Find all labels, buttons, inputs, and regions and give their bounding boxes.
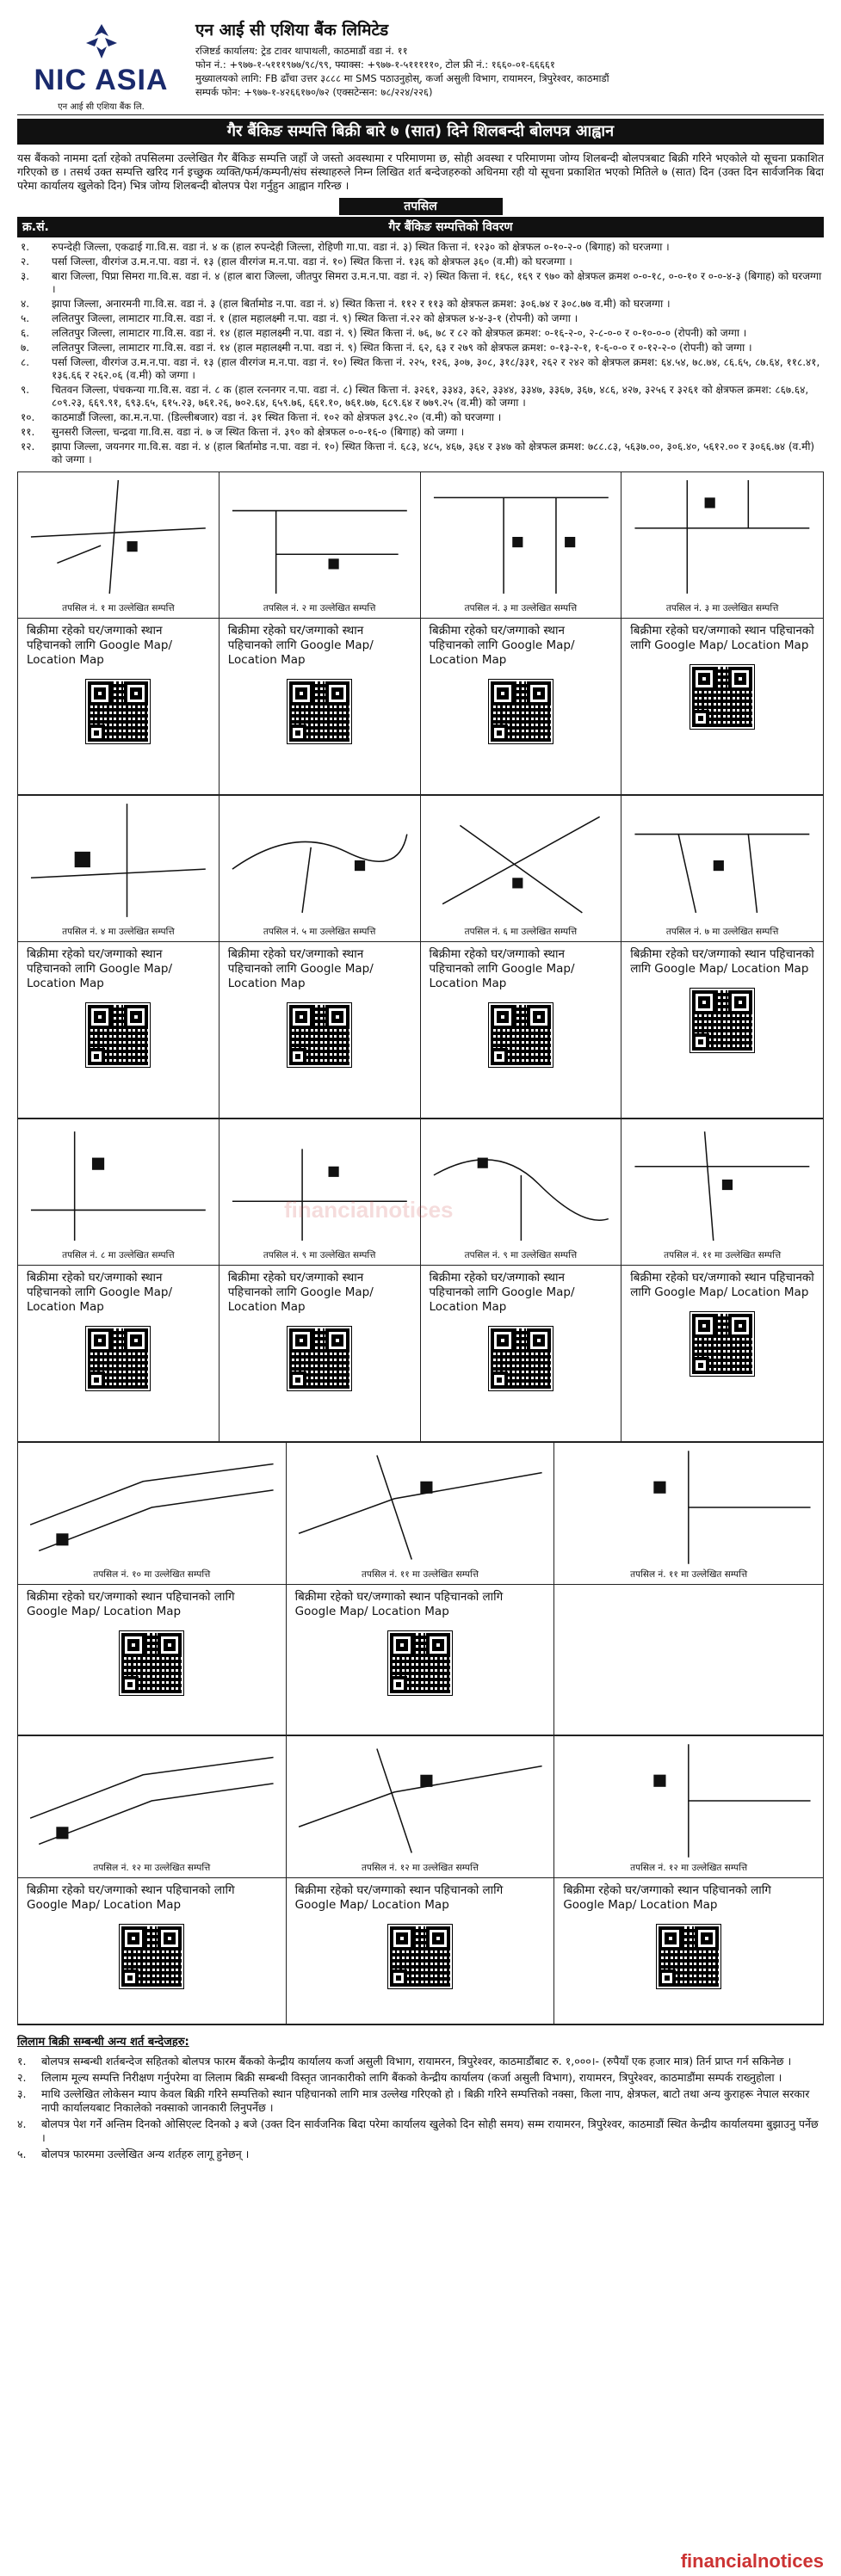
location-map <box>421 796 622 942</box>
qr-code-icon <box>690 989 754 1052</box>
location-map <box>220 796 421 942</box>
qr-cell <box>621 619 823 795</box>
property-number: ९. <box>21 384 30 396</box>
qr-caption: बिक्रीमा रहेको घर/जग्गाको स्थान पहिचानको लागि Google Map/ Location Map <box>27 624 173 667</box>
watermark: financialnotices <box>284 1197 454 1223</box>
location-map <box>621 1119 823 1266</box>
term-number: ५. <box>17 2148 27 2161</box>
header-line: सम्पर्क फोन: +९७७-१-४२६६१७०/७२ (एक्सटेन्सन: ७८/२२४/२२६) <box>195 85 433 98</box>
description-header: गैर बैंकिङ सम्पत्तिको विवरण <box>388 220 513 234</box>
map-label: तपसिल नं. ११ मा उल्लेखित सम्पत्ति <box>664 1249 782 1260</box>
property-number: १०. <box>21 411 35 423</box>
qr-caption: बिक्रीमा रहेको घर/जग्गाको स्थान पहिचानको लागि Google Map/ Location Map <box>630 947 814 976</box>
intro-paragraph: यस बैंकको नाममा दर्ता रहेको तपसिलमा उल्लेखित गैर बैंकिङ सम्पत्ति जहाँ जे जस्तो अवस्थामा र परिमाणमा छ, सोही अवस्था र परिमाणमा जोग्य शिलबन्दी बोलपत्रबाट बिक्री गरिने भएकोले यो सूचना प्रकाशित गरिएको छ । तसर्थ उक्त सम्पत्ति खरिद गर्न इच्छुक व्यक्ति/फर्म/कम्पनी/संघ संस्थाहरुले निम्न लिखित शर्त बन्देजहरुको अधिनमा रही यो सूचना प्रकाशित भएको मितिले ७ (सात) दिन (उक्त दिन सार्वजनिक बिदा परेमा कार्यालय खुलेको दिन) भित्र जोग्य शिलबन्दी बोलपत्र पेश गर्नुहुन आह्वान गरिन्छ । <box>17 151 824 192</box>
map-label: तपसिल नं. १२ मा उल्लेखित सम्पत्ति <box>93 1862 211 1873</box>
location-map <box>18 472 220 619</box>
terms-list <box>17 2055 824 2161</box>
schedule-label: तपसिल <box>339 198 503 215</box>
qr-code-icon <box>120 1925 183 1988</box>
qr-code-icon <box>120 1631 183 1695</box>
map-sketch-icon <box>22 476 215 598</box>
map-sketch-icon <box>290 1740 551 1862</box>
qr-code-icon <box>489 680 553 743</box>
qr-cell <box>421 942 622 1119</box>
map-label: तपसिल नं. ९ मा उल्लेखित सम्पत्ति <box>263 1249 376 1260</box>
property-table-header <box>17 217 824 237</box>
bank-logo <box>17 19 185 114</box>
property-description: पर्सा जिल्ला, वीरगंज उ.म.न.पा. वडा नं. १३ (हाल वीरगंज म.न.पा. वडा नं. १०) स्थित कित्ता नं. २२५, १२६, ३०७, ३०८, ३१८/३३१, २६२ र २४२ को क्षेत्रफल क्रमश: ६४.५४, ७८.७४, ८६.६५, ८७.६४, ११८.४१, १३६.६६ र २६२.०६ (व.मी) को जग्गा । <box>52 356 820 381</box>
property-item <box>17 327 824 340</box>
property-item <box>17 342 824 354</box>
qr-code-icon <box>86 680 150 743</box>
map-sketch-icon <box>223 476 417 598</box>
header <box>17 19 824 115</box>
qr-code-icon <box>388 1631 452 1695</box>
map-label: तपसिल नं. ३ मा उल्लेखित सम्पत्ति <box>464 602 578 613</box>
map-label: तपसिल नं. ८ मा उल्लेखित सम्पत्ति <box>62 1249 175 1260</box>
property-item <box>17 426 824 439</box>
property-description: चितवन जिल्ला, पंचकन्या गा.वि.स. वडा नं. ८ क (हाल रत्ननगर न.पा. वडा नं. ८) स्थित कित्ता नं. ३२६१, ३३४३, ३६२, ३३४४, ३३४७, ३३६७, ३६७, ४८६, ४२७, ३२५६ र ३२६१ को क्षेत्रफल क्रमश: ८६७.६४, ८०९.२३, ६६९.९१, ६९३.६५, ६१५.२३, ७६१.२६, ७०२.६४, ६५९.७६, ६६१.१०, ७६१.७७, ६८९.६४ र ७७९.२५ (व.मी) को जग्गा । <box>52 384 809 409</box>
term-text: लिलाम मूल्य सम्पत्ति निरीक्षण गर्नुपरेमा वा लिलाम बिक्री सम्बन्धी विस्तृत जानकारीको लागि बैंकको केन्द्रीय कार्यालय (कर्जा असुली विभाग), रायामरन, त्रिपुरेश्वर, काठमाडौंमा सम्पर्क राख्नुहोला । <box>41 2071 782 2085</box>
header-line: फोन नं.: +९७७-१-५१११९७७/९८/९९, फ्याक्स: +९७७-१-५१११११०, टोल फ्री नं.: १६६०-०१-६६६६१ <box>195 58 555 71</box>
property-item <box>17 411 824 424</box>
location-map <box>287 1736 555 1878</box>
qr-caption: बिक्रीमा रहेको घर/जग्गाको स्थान पहिचानको लागि Google Map/ Location Map <box>27 1271 173 1314</box>
map-sketch-icon <box>558 1446 819 1568</box>
map-label: तपसिल नं. १२ मा उल्लेखित सम्पत्ति <box>362 1862 479 1873</box>
location-map <box>18 796 220 942</box>
property-item <box>17 356 824 382</box>
location-map <box>621 472 823 619</box>
qr-cell <box>220 942 421 1119</box>
location-map <box>220 1119 421 1266</box>
term-item <box>17 2071 824 2085</box>
map-label: तपसिल नं. ३ मा उल्लेखित सम्पत्ति <box>665 602 779 613</box>
qr-code-icon <box>657 1925 720 1988</box>
header-line: रजिष्टर्ड कार्यालय: ट्रेड टावर थापाथली, काठमाडौं वडा नं. ११ <box>195 44 408 57</box>
qr-code-icon <box>690 1312 754 1376</box>
map-sketch-icon <box>22 1123 215 1245</box>
property-description: झापा जिल्ला, जयनगर गा.वि.स. वडा नं. ४ (हाल बिर्तामोड न.पा. वडा नं. १०) स्थित कित्ता नं. ६८३, ४८५, ४६७, ३६४ र ३४७ को क्षेत्रफल क्रमश: ७८८.८३, ५६३७.००, ३०६.४०, ५६१२.०० र ३०६६.७४ (व.मी) को जग्गा । <box>52 441 815 465</box>
qr-cell <box>18 1585 287 1735</box>
qr-cell <box>621 942 823 1119</box>
map-sketch-icon <box>625 476 819 598</box>
property-list <box>17 241 824 466</box>
term-number: ४. <box>17 2117 27 2131</box>
map-sketch-icon <box>223 1123 417 1245</box>
location-map <box>421 1119 622 1266</box>
qr-code-icon <box>489 1327 553 1390</box>
qr-caption: बिक्रीमा रहेको घर/जग्गाको स्थान पहिचानको लागि Google Map/ Location Map <box>429 1271 575 1314</box>
map-sketch-icon <box>22 1740 282 1862</box>
property-description: ललितपुर जिल्ला, लामाटार गा.वि.स. वडा नं. १४ (हाल महालक्ष्मी न.पा. वडा नं. ९) स्थित कित्ता नं. ७६, ७८ र ८२ को क्षेत्रफल क्रमश: ०-१६-२-०, २-८-०-० र ०-१०-०-० (रोपनी) को जग्गा । <box>52 327 747 339</box>
term-text: बोलपत्र पेश गर्ने अन्तिम दिनको ओसिएल्ट दिनको ३ बजे (उक्त दिन सार्वजनिक बिदा परेमा कार्यालय खुलेको दिन सोही समय) सम्म रायामरन, त्रिपुरेश्वर, काठमाडौं स्थित केन्द्रीय कार्यालयमा बुझाउनु पर्नेछ । <box>41 2117 819 2145</box>
qr-code-icon <box>388 1925 452 1988</box>
qr-caption: बिक्रीमा रहेको घर/जग्गाको स्थान पहिचानको लागि Google Map/ Location Map <box>429 947 575 990</box>
qr-cell <box>18 942 220 1119</box>
property-description: काठमाडौं जिल्ला, का.म.न.पा. (डिल्लीबजार) वडा नं. ३१ स्थित कित्ता नं. १०२ को क्षेत्रफल ३९८.२० (व.मी) को घरजग्गा । <box>52 411 502 423</box>
bank-name: एन आई सी एशिया बैंक लिमिटेड <box>195 21 389 40</box>
term-text: बोलपत्र फारममा उल्लेखित अन्य शर्तहरु लागू हुनेछन् । <box>41 2148 250 2161</box>
map-grid-4 <box>17 1443 824 1736</box>
map-label: तपसिल नं. ५ मा उल्लेखित सम्पत्ति <box>263 926 376 937</box>
map-label: तपसिल नं. ९ मा उल्लेखित सम्पत्ति <box>464 1249 578 1260</box>
bank-contact-block <box>185 19 824 114</box>
property-number: ७. <box>21 342 30 354</box>
qr-cell <box>421 1266 622 1442</box>
map-sketch-icon <box>424 799 618 921</box>
map-sketch-icon <box>22 1446 282 1568</box>
location-map <box>421 472 622 619</box>
watermark-footer: financialnotices <box>680 2549 824 2572</box>
qr-caption: बिक्रीमा रहेको घर/जग्गाको स्थान पहिचानको लागि Google Map/ Location Map <box>27 947 173 990</box>
map-grid-2 <box>17 796 824 1119</box>
property-description: रुपन्देही जिल्ला, एकढाई गा.वि.स. वडा नं. ४ क (हाल रुपन्देही जिल्ला, रोहिणी गा.पा. वडा नं. ३) स्थित कित्ता नं. १२३० को क्षेत्रफल ०-१०-२-० (बिगाह) को घरजग्गा । <box>52 241 670 253</box>
property-item <box>17 241 824 254</box>
property-description: ललितपुर जिल्ला, लामाटार गा.वि.स. वडा नं. १ (हाल महालक्ष्मी न.पा. वडा नं. ९) स्थित कित्ता नं.२२ को क्षेत्रफल ४-४-३-१ (रोपनी) को जग्गा । <box>52 312 578 324</box>
location-map <box>220 472 421 619</box>
map-grid-3 <box>17 1119 824 1443</box>
property-description: ललितपुर जिल्ला, लामाटार गा.वि.स. वडा नं. १४ (हाल महालक्ष्मी न.पा. वडा नं. ९) स्थित कित्ता नं. ६२, ६३ र २७९ को क्षेत्रफल क्रमश: ०-१३-२-१, १-६-०-० र ०-१२-२-० (रोपनी) को जग्गा । <box>52 342 752 354</box>
map-sketch-icon <box>223 799 417 921</box>
map-sketch-icon <box>424 1123 618 1245</box>
qr-caption: बिक्रीमा रहेको घर/जग्गाको स्थान पहिचानको लागि Google Map/ Location Map <box>563 1883 771 1912</box>
qr-caption: बिक्रीमा रहेको घर/जग्गाको स्थान पहिचानको लागि Google Map/ Location Map <box>429 624 575 667</box>
location-map <box>18 1443 287 1585</box>
term-item <box>17 2055 824 2068</box>
map-sketch-icon <box>625 1123 819 1245</box>
qr-caption: बिक्रीमा रहेको घर/जग्गाको स्थान पहिचानको लागि Google Map/ Location Map <box>630 1271 814 1299</box>
qr-code-icon <box>86 1327 150 1390</box>
location-map <box>18 1119 220 1266</box>
map-label: तपसिल नं. ११ मा उल्लेखित सम्पत्ति <box>630 1568 748 1580</box>
qr-caption: बिक्रीमा रहेको घर/जग्गाको स्थान पहिचानको लागि Google Map/ Location Map <box>27 1883 235 1912</box>
property-number: ४. <box>21 298 30 310</box>
qr-cell <box>18 1878 287 2024</box>
qr-caption: बिक्रीमा रहेको घर/जग्गाको स्थान पहिचानको लागि Google Map/ Location Map <box>27 1590 235 1618</box>
qr-cell <box>287 1585 555 1735</box>
map-label: तपसिल नं. १२ मा उल्लेखित सम्पत्ति <box>630 1862 748 1873</box>
property-item <box>17 441 824 466</box>
location-map <box>621 796 823 942</box>
property-item <box>17 384 824 410</box>
property-number: ६. <box>21 327 30 339</box>
property-description: सुनसरी जिल्ला, चन्द्रवा गा.वि.स. वडा नं. ७ ज स्थित कित्ता नं. ३९० को क्षेत्रफल ०-०-१६-० (बिगाह) को जग्गा । <box>52 426 465 438</box>
term-item <box>17 2087 824 2115</box>
property-description: बारा जिल्ला, पिप्रा सिमरा गा.वि.स. वडा नं. ४ (हाल बारा जिल्ला, जीतपुर सिमरा उ.म.न.पा. वडा नं. २) स्थित कित्ता नं. १६८, १६९ र ९७० को क्षेत्रफल क्रमश ०-०-१८, ०-०-१० र ०-०-४-३ (बिगाह) को घरजग्गा । <box>52 270 822 295</box>
notice-title: गैर बैंकिङ सम्पत्ति बिक्री बारे ७ (सात) दिने शिलबन्दी बोलपत्र आह्वान <box>17 119 824 145</box>
term-number: ३. <box>17 2087 27 2101</box>
qr-cell <box>18 1266 220 1442</box>
empty-cell <box>554 1585 823 1735</box>
map-label: तपसिल नं. ४ मा उल्लेखित सम्पत्ति <box>62 926 175 937</box>
location-map <box>18 1736 287 1878</box>
header-line: मुख्यालयको लागि: FB ढाँचा उत्तर ३८८८ मा SMS पठाउनुहोस्, कर्जा असुली विभाग, रायामरन, त्रिपुरेश्वर, काठमाडौं <box>195 71 609 84</box>
qr-cell <box>287 1878 555 2024</box>
map-label: तपसिल नं. १० मा उल्लेखित सम्पत्ति <box>93 1568 211 1580</box>
term-text: माथि उल्लेखित लोकेसन म्याप केवल बिक्री गरिने सम्पत्तिको स्थान पहिचानको लागि मात्र उल्लेख गरिएको हो । बिक्री गरिने सम्पत्तिको नक्सा, किला नाप, क्षेत्रफल, बाटो तथा अन्य कुराहरू नेपाल सरकार नापी कार्यालयबाट निकालेको नक्साको जानकारी लिनुपर्नेछ । <box>41 2087 810 2115</box>
map-sketch-icon <box>290 1446 551 1568</box>
property-description: पर्सा जिल्ला, वीरगंज उ.म.न.पा. वडा नं. १३ (हाल वीरगंज म.न.पा. वडा नं. १०) स्थित कित्ता नं. १३६ को क्षेत्रफल ३६० (व.मी) को घरजग्गा । <box>52 256 572 268</box>
term-item <box>17 2117 824 2145</box>
nic-asia-logo-icon <box>79 21 124 60</box>
term-text: बोलपत्र सम्बन्धी शर्तबन्देज सहितको बोलपत्र फारम बैंकको केन्द्रीय कार्यालय कर्जा असुली विभाग, रायामरन, त्रिपुरेश्वर, काठमाडौंबाट रु. १,०००।- (रुपैयाँ एक हजार मात्र) तिर्न प्राप्त गर्न सकिनेछ । <box>41 2055 792 2068</box>
qr-caption: बिक्रीमा रहेको घर/जग्गाको स्थान पहिचानको लागि Google Map/ Location Map <box>227 624 374 667</box>
qr-cell <box>554 1878 823 2024</box>
qr-cell <box>421 619 622 795</box>
term-number: २. <box>17 2071 27 2085</box>
terms-heading: लिलाम बिक्री सम्बन्धी अन्य शर्त बन्देजहरु: <box>17 2036 189 2049</box>
property-number: ८. <box>21 356 30 368</box>
property-item <box>17 256 824 268</box>
sn-header: क्र.सं. <box>22 220 49 234</box>
location-map <box>554 1443 823 1585</box>
logo-tagline: एन आई सी एशिया बैंक लि. <box>58 102 145 112</box>
qr-caption: बिक्रीमा रहेको घर/जग्गाको स्थान पहिचानको लागि Google Map/ Location Map <box>227 1271 374 1314</box>
qr-caption: बिक्रीमा रहेको घर/जग्गाको स्थान पहिचानको लागि Google Map/ Location Map <box>294 1590 504 1618</box>
map-sketch-icon <box>558 1740 819 1862</box>
qr-code-icon <box>288 1327 351 1390</box>
qr-caption: बिक्रीमा रहेको घर/जग्गाको स्थान पहिचानको लागि Google Map/ Location Map <box>630 624 814 652</box>
qr-caption: बिक्रीमा रहेको घर/जग्गाको स्थान पहिचानको लागि Google Map/ Location Map <box>294 1883 504 1912</box>
property-number: १२. <box>21 441 35 453</box>
property-number: ५. <box>21 312 30 324</box>
map-label: तपसिल नं. १ मा उल्लेखित सम्पत्ति <box>62 602 175 613</box>
qr-code-icon <box>489 1003 553 1067</box>
map-label: तपसिल नं. ६ मा उल्लेखित सम्पत्ति <box>464 926 578 937</box>
property-number: ११. <box>21 426 35 438</box>
property-item <box>17 312 824 325</box>
qr-code-icon <box>288 680 351 743</box>
property-number: २. <box>21 256 30 268</box>
qr-cell <box>220 619 421 795</box>
map-sketch-icon <box>22 799 215 921</box>
term-number: १. <box>17 2055 27 2068</box>
location-map <box>554 1736 823 1878</box>
map-sketch-icon <box>625 799 819 921</box>
map-label: तपसिल नं. ७ मा उल्लेखित सम्पत्ति <box>665 926 779 937</box>
qr-cell <box>621 1266 823 1442</box>
qr-cell <box>18 619 220 795</box>
map-sketch-icon <box>424 476 618 598</box>
map-grid-1 <box>17 471 824 796</box>
property-item <box>17 298 824 311</box>
qr-cell <box>220 1266 421 1442</box>
map-label: तपसिल नं. ११ मा उल्लेखित सम्पत्ति <box>362 1568 479 1580</box>
property-number: ३. <box>21 270 30 282</box>
logo-text: NIC ASIA <box>34 64 169 96</box>
map-grid-5 <box>17 1736 824 2025</box>
qr-code-icon <box>288 1003 351 1067</box>
map-label: तपसिल नं. २ मा उल्लेखित सम्पत्ति <box>263 602 376 613</box>
property-description: झापा जिल्ला, अनारमनी गा.वि.स. वडा नं. ३ (हाल बिर्तामोड न.पा. वडा नं. ४) स्थित कित्ता नं. ११२ र ११३ को क्षेत्रफल क्रमश: ३०६.७४ र ३०८.७७ व.मी) को घरजग्गा । <box>52 298 671 310</box>
property-item <box>17 270 824 296</box>
qr-caption: बिक्रीमा रहेको घर/जग्गाको स्थान पहिचानको लागि Google Map/ Location Map <box>227 947 374 990</box>
qr-code-icon <box>86 1003 150 1067</box>
property-number: १. <box>21 241 30 253</box>
term-item <box>17 2148 824 2161</box>
qr-code-icon <box>690 665 754 729</box>
location-map <box>287 1443 555 1585</box>
